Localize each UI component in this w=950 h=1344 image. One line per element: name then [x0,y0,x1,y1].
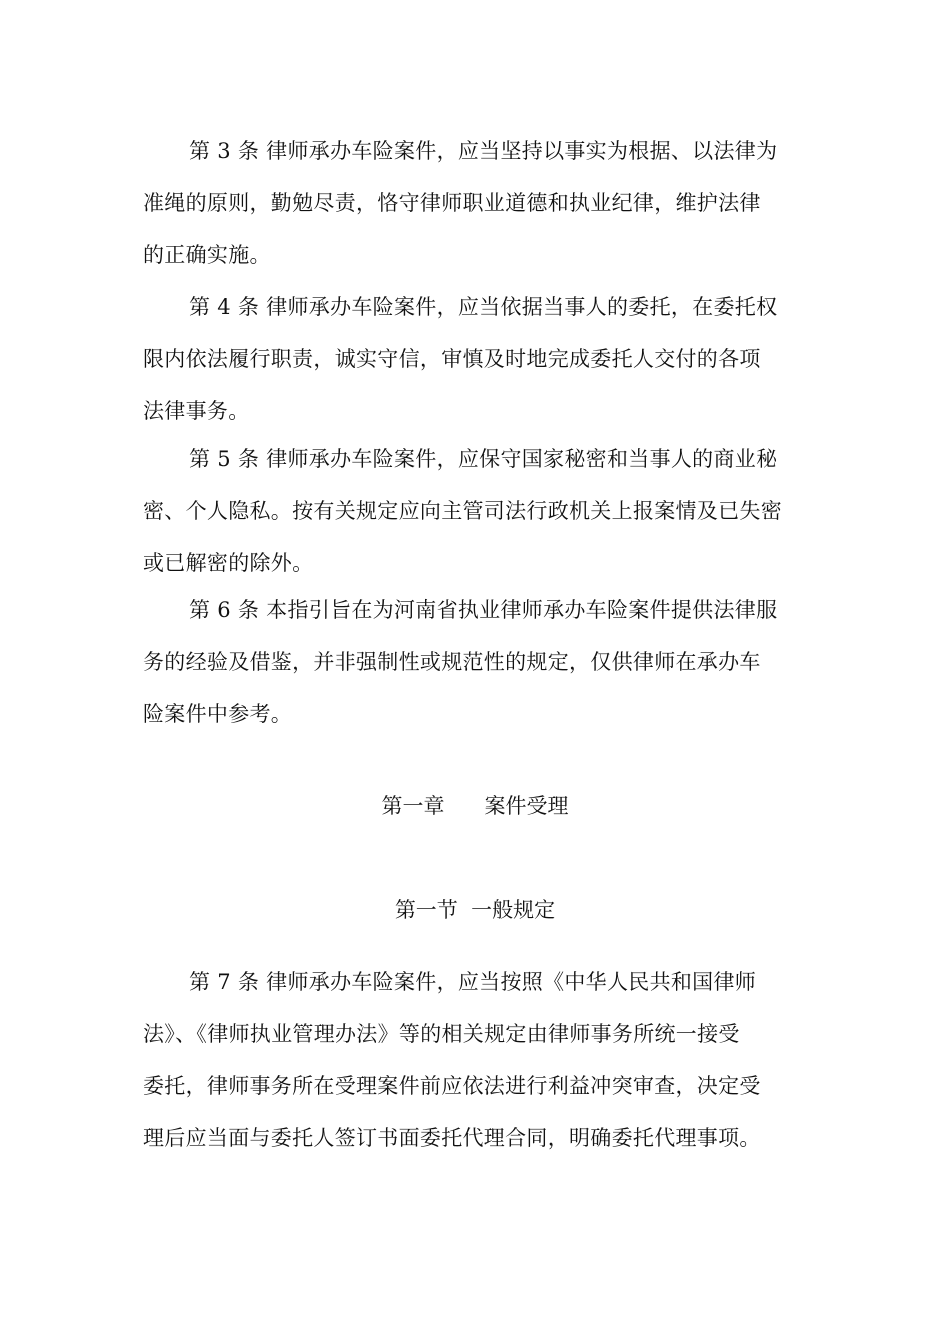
article-3-line-1: 第 3 条 律师承办车险案件，应当坚持以事实为根据、以法律为 [189,139,778,163]
article-7-line-1: 第 7 条 律师承办车险案件，应当按照《中华人民共和国律师 [189,970,757,994]
article-7-line-2: 法》、《律师执业管理办法》等的相关规定由律师事务所统一接受 [143,1022,740,1046]
article-4-line-3: 法律事务。 [143,399,250,423]
article-5-line-3: 或已解密的除外。 [143,551,314,575]
article-3-line-2: 准绳的原则，勤勉尽责，恪守律师职业道德和执业纪律，维护法律 [143,191,761,215]
article-5-line-2: 密、个人隐私。按有关规定应向主管司法行政机关上报案情及已失密 [143,499,782,523]
article-4-line-2: 限内依法履行职责，诚实守信，审慎及时地完成委托人交付的各项 [143,347,761,371]
article-7 [143,956,808,1164]
article-6-line-2: 务的经验及借鉴，并非强制性或规范性的规定，仅供律师在承办车 [143,650,761,674]
article-6 [143,584,808,740]
article-3-line-3: 的正确实施。 [143,243,271,267]
article-4-line-1: 第 4 条 律师承办车险案件，应当依据当事人的委托，在委托权 [189,295,778,319]
article-3 [143,125,808,281]
article-5-line-1: 第 5 条 律师承办车险案件，应保守国家秘密和当事人的商业秘 [189,447,778,471]
section-title: 第一节 一般规定 [394,898,556,922]
article-7-line-4: 理后应当面与委托人签订书面委托代理合同，明确委托代理事项。 [143,1126,761,1150]
article-5 [143,433,808,589]
article-6-line-1: 第 6 条 本指引旨在为河南省执业律师承办车险案件提供法律服 [189,598,778,622]
article-7-line-3: 委托，律师事务所在受理案件前应依法进行利益冲突审查，决定受 [143,1074,761,1098]
article-6-line-3: 险案件中参考。 [143,702,293,726]
chapter-title: 第一章 案件受理 [381,794,569,818]
article-4 [143,281,808,437]
